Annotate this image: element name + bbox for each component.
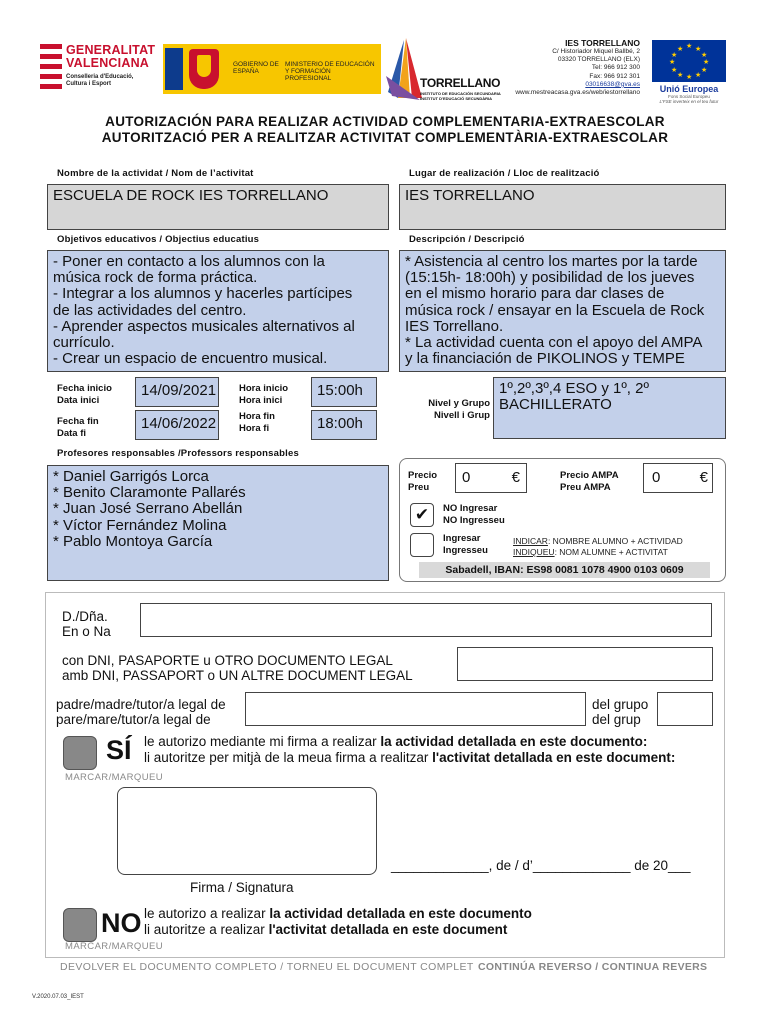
no-text	[144, 906, 532, 938]
yes-mark-hint: MARCAR/MARQUEU	[65, 772, 163, 783]
activity-name-field[interactable]: ESCUELA DE ROCK IES TORRELLANO	[47, 184, 389, 230]
no-checkbox[interactable]	[63, 908, 97, 942]
price-value: 0	[462, 469, 471, 486]
title-spanish: AUTORIZACIÓN PARA REALIZAR ACTIVIDAD COMPLEMENTARIA-EXTRAESCOLAR	[105, 114, 665, 129]
no-pay-label	[443, 503, 505, 527]
price-field[interactable]	[455, 463, 527, 493]
pay-checkbox[interactable]	[410, 533, 434, 557]
name-label-es: D./Dña.	[62, 609, 108, 624]
end-time-field[interactable]: 18:00h	[311, 410, 377, 440]
pay-label	[443, 533, 488, 557]
ampa-price-label	[560, 470, 619, 494]
level-label-es: Nivel y Grupo	[428, 398, 490, 409]
generalitat-name: GENERALITAT VALENCIANA	[66, 43, 156, 70]
description-line: música rock / ensayar en la Escuela de Rock	[405, 301, 705, 319]
description-line: y la financiación de PIKOLINOS y TEMPE	[405, 350, 685, 368]
end-date-label-es: Fecha fin	[57, 416, 99, 427]
ies-contact-block	[512, 38, 640, 97]
no-text-es-bold: la actividad detallada en este documento	[269, 906, 532, 921]
objectives-line: - Crear un espacio de encuentro musical.	[53, 350, 328, 368]
start-date-label-es: Fecha inicio	[57, 383, 112, 394]
activity-place-label: Lugar de realización / Lloc de realització	[409, 168, 600, 179]
level-line: BACHILLERATO	[499, 396, 612, 414]
spain-shield-icon	[189, 49, 219, 89]
teachers-field[interactable]	[47, 465, 389, 581]
pay-label-va: Ingresseu	[443, 545, 488, 556]
price-label	[408, 470, 437, 494]
dni-label	[62, 653, 413, 683]
yes-checkbox[interactable]	[63, 736, 97, 770]
generalitat-logo	[40, 40, 162, 96]
end-date-field[interactable]: 14/06/2022	[135, 410, 219, 440]
ministerio-text: MINISTERIO DE EDUCACIÓN Y FORMACIÓN PROFESIONAL	[285, 61, 375, 82]
group-label	[592, 697, 648, 727]
no-text-va-bold: l'activitat detallada en este document	[268, 922, 508, 937]
ies-website: www.mestreacasa.gva.es/web/iestorrellano	[515, 89, 640, 97]
version-code: V.2020.07.03_IEST	[32, 994, 84, 1000]
yes-text-va: li autoritze per mitjà de la meua firma a realitzar	[144, 750, 433, 765]
no-pay-label-va: NO Ingresseu	[443, 515, 505, 526]
description-line: * Asistencia al centro los martes por la tarde	[405, 253, 698, 270]
ies-torrellano-logo	[384, 36, 510, 104]
teacher-item: * Pablo Montoya García	[53, 532, 213, 550]
description-line: (15:15h- 18:00h) y posibilidad de los jueves	[405, 269, 695, 287]
iban-bar: Sabadell, IBAN: ES98 0081 1078 4900 0103 0609	[419, 562, 710, 578]
end-time-label-es: Hora fin	[239, 411, 275, 422]
start-date-field[interactable]: 14/09/2021	[135, 377, 219, 407]
eu-motto: L'FSE inverteix en el teu futur	[659, 99, 719, 104]
eu-title: Unió Europea	[659, 84, 719, 94]
dni-label-es: con DNI, PASAPORTE u OTRO DOCUMENTO LEGAL	[62, 653, 393, 668]
objectives-line: - Poner en contacto a los alumnos con la	[53, 253, 325, 270]
end-date-label-va: Data fi	[57, 428, 87, 439]
ampa-label-es: Precio AMPA	[560, 470, 619, 481]
generalitat-emblem-icon	[40, 42, 62, 94]
group-label-va: del grup	[592, 712, 641, 727]
indicate-va: INDIQUEU	[513, 547, 555, 557]
ampa-price-value: 0	[652, 469, 661, 486]
ies-title: IES TORRELLANO	[565, 38, 640, 48]
no-mark: NO	[101, 908, 142, 938]
signature-label: Firma / Signatura	[190, 880, 294, 895]
dni-label-va: amb DNI, PASSAPORT o UN ALTRE DOCUMENT LEGAL	[62, 668, 413, 683]
teacher-item: * Daniel Garrigós Lorca	[53, 468, 209, 485]
gobierno-text: GOBIERNO DE ESPAÑA	[233, 61, 279, 75]
ies-phone: Tel: 966 912 300	[591, 64, 640, 72]
guardian-label-va: pare/mare/tutor/a legal de	[56, 712, 211, 727]
level-label-va: Nivell i Grup	[434, 410, 490, 421]
student-name-field[interactable]	[245, 692, 586, 726]
price-label-es: Precio	[408, 470, 438, 481]
no-text-es: le autorizo a realizar	[144, 906, 270, 921]
group-label-es: del grupo	[592, 697, 649, 712]
objectives-label: Objetivos educativos / Objectius educatius	[57, 234, 260, 245]
objectives-line: de las actividades del centro.	[53, 301, 247, 319]
torrellano-logo-subtitle: INSTITUTO DE EDUCACIÓN SECUNDARIA INSTITUT D'EDUCACIÓ SECUNDÀRIA	[420, 91, 501, 101]
ies-city: 03320 TORRELLANO (ELX)	[557, 56, 640, 64]
level-label	[410, 398, 490, 422]
level-line: 1º,2º,3º,4 ESO y 1º, 2º	[499, 380, 649, 397]
start-time-label-va: Hora inici	[239, 395, 283, 406]
pay-label-es: Ingresar	[443, 533, 481, 544]
yes-text-va-bold: l'activitat detallada en este document:	[432, 750, 676, 765]
start-time-label-es: Hora inicio	[239, 383, 289, 394]
ies-address: C/ Historiador Miquel Ballbé, 2	[552, 48, 640, 55]
ampa-currency: €	[699, 469, 708, 486]
activity-name-label: Nombre de la actividat / Nom de l’activitat	[57, 168, 254, 179]
end-time-label	[239, 411, 275, 435]
eu-logo	[652, 40, 726, 104]
end-date-label	[57, 416, 99, 440]
objectives-line: - Aprender aspectos musicales alternativos al	[53, 317, 355, 335]
description-line: en el mismo horario para dar clases de	[405, 285, 665, 303]
ampa-price-field[interactable]	[643, 463, 713, 493]
start-time-label	[239, 383, 288, 407]
objectives-line: currículo.	[53, 334, 115, 352]
eu-strip-icon	[165, 48, 183, 90]
objectives-line: música rock de forma práctica.	[53, 269, 258, 287]
start-date-label-va: Data inici	[57, 395, 100, 406]
yes-text-es: le autorizo mediante mi firma a realizar	[144, 734, 381, 749]
generalitat-department: Conselleria d'Educació, Cultura i Esport	[66, 74, 134, 87]
group-field[interactable]	[657, 692, 713, 726]
description-label: Descripción / Descripció	[409, 234, 525, 245]
objectives-line: - Integrar a los alumnos y hacerles partícipes	[53, 285, 353, 303]
eu-flag-icon: ★ ★ ★ ★ ★ ★ ★ ★ ★ ★ ★ ★	[652, 40, 726, 82]
price-label-va: Preu	[408, 482, 430, 493]
teacher-item: * Víctor Fernández Molina	[53, 516, 227, 534]
signature-field[interactable]	[117, 787, 377, 875]
level-field[interactable]	[493, 377, 726, 439]
parent-name-field[interactable]	[140, 603, 712, 637]
ampa-label-va: Preu AMPA	[560, 482, 611, 493]
date-line: _____________, de / d’_____________ de 20___	[391, 858, 691, 873]
objectives-field[interactable]	[47, 250, 389, 372]
no-pay-label-es: NO Ingresar	[443, 503, 498, 514]
teacher-item: * Benito Claramonte Pallarés	[53, 484, 246, 502]
teacher-item: * Juan José Serrano Abellán	[53, 500, 243, 518]
title-valencian: AUTORITZACIÓ PER A REALITZAR ACTIVITAT COMPLEMENTÀRIA-EXTRAESCOLAR	[101, 130, 669, 145]
ies-fax: Fax: 966 912 301	[589, 72, 640, 80]
name-label-va: En o Na	[62, 624, 111, 639]
guardian-label-es: padre/madre/tutor/a legal de	[56, 697, 226, 712]
payment-instructions	[513, 536, 683, 558]
yes-text-es-bold: la actividad detallada en este documento:	[380, 734, 648, 749]
no-mark-hint: MARCAR/MARQUEU	[65, 941, 163, 952]
gobierno-espana-logo	[163, 44, 381, 94]
start-time-field[interactable]: 15:00h	[311, 377, 377, 407]
return-instructions: DEVOLVER EL DOCUMENTO COMPLETO / TORNEU EL DOCUMENT COMPLET	[60, 961, 474, 973]
indicate-es: INDICAR	[513, 536, 548, 546]
guardian-of-label	[56, 697, 226, 727]
end-time-label-va: Hora fi	[239, 423, 270, 434]
torrellano-logo-name: TORRELLANO	[420, 76, 501, 90]
description-line: IES Torrellano.	[405, 317, 504, 335]
description-line: * La actividad cuenta con el apoyo del AMPA	[405, 334, 703, 352]
no-pay-checkbox[interactable]: ✔	[410, 503, 434, 527]
start-date-label	[57, 383, 112, 407]
parent-name-label	[62, 609, 111, 639]
activity-place-field[interactable]: IES TORRELLANO	[399, 184, 726, 230]
ies-email-link[interactable]: 03016638@gva.es	[585, 80, 640, 88]
no-text-va: li autoritze a realizar	[144, 922, 269, 937]
description-field[interactable]	[399, 250, 726, 372]
yes-mark: SÍ	[106, 735, 132, 765]
eu-fund: Fons Social Europeu	[668, 94, 710, 99]
indicate-va-rest: : NOM ALUMNE + ACTIVITAT	[554, 547, 668, 557]
indicate-es-rest: : NOMBRE ALUMNO + ACTIVIDAD	[547, 536, 683, 546]
torrellano-emblem-icon	[384, 36, 424, 102]
yes-text	[144, 734, 675, 766]
continue-reverse: CONTINÚA REVERSO / CONTINUA REVERS	[478, 961, 708, 973]
price-currency: €	[511, 469, 520, 486]
dni-field[interactable]	[457, 647, 713, 681]
teachers-label: Profesores responsables /Professors responsables	[57, 448, 299, 459]
